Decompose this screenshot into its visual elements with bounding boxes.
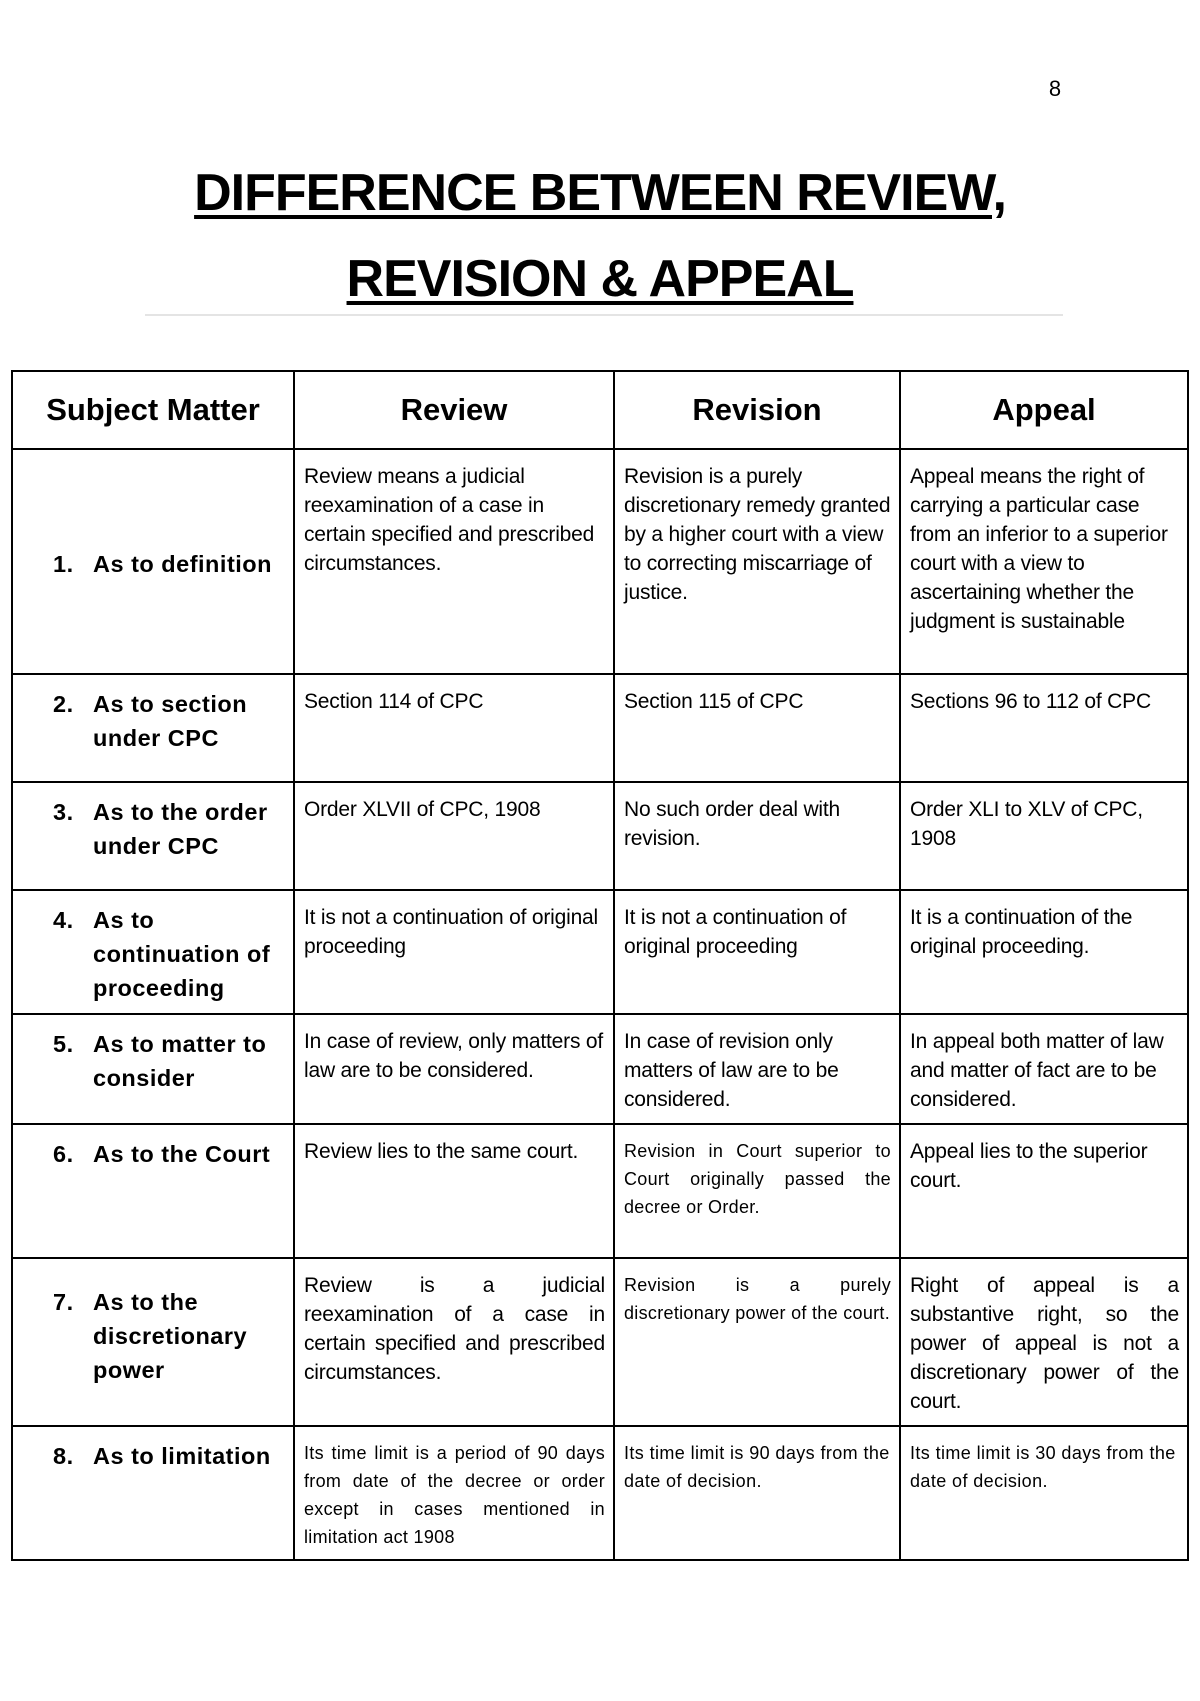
table-row: [12, 890, 1188, 1014]
subject-cell: [12, 1426, 294, 1560]
row-number: 6.: [53, 1141, 74, 1167]
revision-cell: Revision is a purely discretionary remedy granted by a higher court with a view to correcting miscarriage of justice.: [614, 449, 900, 674]
title-divider: [145, 314, 1063, 316]
revision-cell: It is not a continuation of original proceeding: [614, 890, 900, 1014]
subject-label: As to definition: [93, 550, 273, 577]
review-cell: It is not a continuation of original proceeding: [294, 890, 614, 1014]
table-row: [12, 1014, 1188, 1124]
table-row: [12, 449, 1188, 674]
table-row: [12, 782, 1188, 890]
subject-label: As to limitation: [93, 1443, 271, 1469]
subject-cell: [12, 1124, 294, 1258]
revision-cell: Revision in Court superior to Court originally passed the decree or Order.: [614, 1124, 900, 1258]
appeal-cell: It is a continuation of the original proceeding.: [900, 890, 1188, 1014]
row-number: 4.: [53, 907, 74, 933]
appeal-cell: Order XLI to XLV of CPC, 1908: [900, 782, 1188, 890]
row-number: 5.: [53, 1031, 74, 1057]
table-row: [12, 1258, 1188, 1426]
header-appeal: Appeal: [900, 371, 1188, 449]
header-revision: Revision: [614, 371, 900, 449]
row-number: 7.: [53, 1289, 74, 1315]
row-number: 2.: [53, 691, 74, 717]
subject-cell: [12, 890, 294, 1014]
revision-cell: Revision is a purely discretionary power of the court.: [614, 1258, 900, 1426]
page-number: 8: [1048, 76, 1062, 101]
revision-cell: In case of revision only matters of law are to be considered.: [614, 1014, 900, 1124]
subject-label: As to matter to consider: [93, 1031, 267, 1091]
subject-cell: [12, 674, 294, 782]
row-number: 1.: [53, 550, 74, 577]
subject-label: As to continuation of proceeding: [93, 907, 271, 1001]
revision-cell: No such order deal with revision.: [614, 782, 900, 890]
appeal-cell: In appeal both matter of law and matter of fact are to be considered.: [900, 1014, 1188, 1124]
review-cell: Its time limit is a period of 90 days from date of the decree or order except in cases mentioned in limitation act 1908: [294, 1426, 614, 1560]
table-row: [12, 1426, 1188, 1560]
comparison-table: [11, 370, 1189, 1561]
appeal-cell: Its time limit is 30 days from the date of decision.: [900, 1426, 1188, 1560]
appeal-cell: Right of appeal is a substantive right, so the power of appeal is not a discretionary power of the court.: [900, 1258, 1188, 1426]
review-cell: In case of review, only matters of law are to be considered.: [294, 1014, 614, 1124]
header-review: Review: [294, 371, 614, 449]
revision-cell: Its time limit is 90 days from the date of decision.: [614, 1426, 900, 1560]
title-line-1: DIFFERENCE BETWEEN REVIEW,: [194, 164, 1006, 222]
review-cell: Review lies to the same court.: [294, 1124, 614, 1258]
review-cell: Section 114 of CPC: [294, 674, 614, 782]
header-subject-matter: Subject Matter: [12, 371, 294, 449]
subject-label: As to the order under CPC: [93, 799, 268, 859]
appeal-cell: Sections 96 to 112 of CPC: [900, 674, 1188, 782]
table-row: [12, 674, 1188, 782]
subject-label: As to the discretionary power: [93, 1289, 248, 1383]
appeal-cell: Appeal means the right of carrying a particular case from an inferior to a superior court with a view to ascertaining whether the judgment is sustainable: [900, 449, 1188, 674]
table-row: [12, 1124, 1188, 1258]
revision-cell: Section 115 of CPC: [614, 674, 900, 782]
subject-label: As to section under CPC: [93, 691, 248, 751]
review-cell: Review means a judicial reexamination of a case in certain specified and prescribed circumstances.: [294, 449, 614, 674]
review-cell: Order XLVII of CPC, 1908: [294, 782, 614, 890]
row-number: 8.: [53, 1443, 74, 1469]
subject-cell: [12, 1014, 294, 1124]
subject-cell: [12, 782, 294, 890]
review-cell: Review is a judicial reexamination of a case in certain specified and prescribed circumstances.: [294, 1258, 614, 1426]
subject-cell: [12, 449, 294, 674]
subject-label: As to the Court: [93, 1141, 271, 1167]
subject-cell: [12, 1258, 294, 1426]
row-number: 3.: [53, 799, 74, 825]
title-line-2: REVISION & APPEAL: [346, 250, 854, 308]
page-title: [120, 150, 1080, 322]
appeal-cell: Appeal lies to the superior court.: [900, 1124, 1188, 1258]
table-header-row: [12, 371, 1188, 449]
